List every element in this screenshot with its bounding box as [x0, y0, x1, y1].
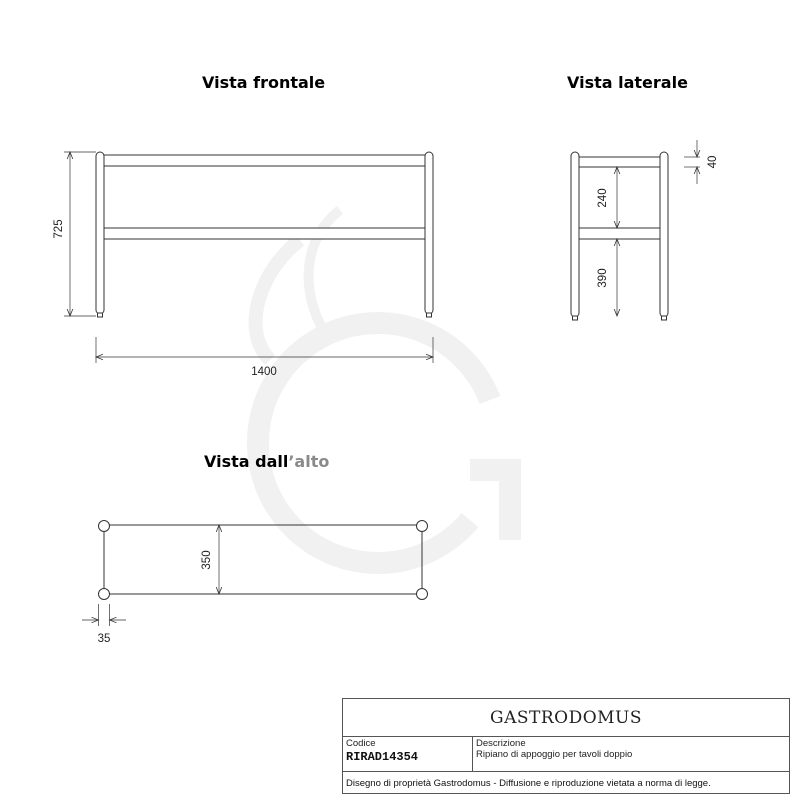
side-lower-label: 390	[597, 268, 609, 288]
top-view-title-main: Vista dall	[204, 452, 289, 471]
code-label: Codice	[346, 738, 376, 749]
title-block	[342, 698, 790, 794]
side-top-label: 40	[707, 155, 719, 169]
top-view-title-alt: ’alto	[288, 452, 330, 471]
watermark-logo	[256, 210, 510, 563]
top-tube-dimension	[82, 604, 126, 626]
title-block-brand	[343, 699, 789, 737]
brand-name: GASTRODOMUS	[489, 707, 643, 728]
top-view-title	[204, 452, 329, 471]
description-value: Ripiano di appoggio per tavoli doppio	[476, 749, 633, 760]
front-height-label: 725	[53, 219, 65, 239]
code-cell	[343, 736, 473, 772]
copyright-notice: Disegno di proprietà Gastrodomus - Diffusione e riproduzione vietata a norma di legge.	[346, 778, 711, 789]
front-height-dimension	[64, 152, 96, 316]
top-tube-label: 35	[97, 633, 111, 645]
front-width-label: 1400	[251, 366, 277, 378]
side-view-drawing	[571, 152, 668, 320]
top-depth-label: 350	[201, 550, 213, 570]
side-view-title: Vista laterale	[567, 73, 688, 92]
side-upper-label: 240	[597, 188, 609, 208]
description-label: Descrizione	[476, 738, 526, 749]
side-top-dimension	[684, 140, 700, 184]
front-view-title: Vista frontale	[202, 73, 326, 92]
description-cell	[473, 736, 789, 772]
code-value: RIRAD14354	[346, 750, 419, 764]
